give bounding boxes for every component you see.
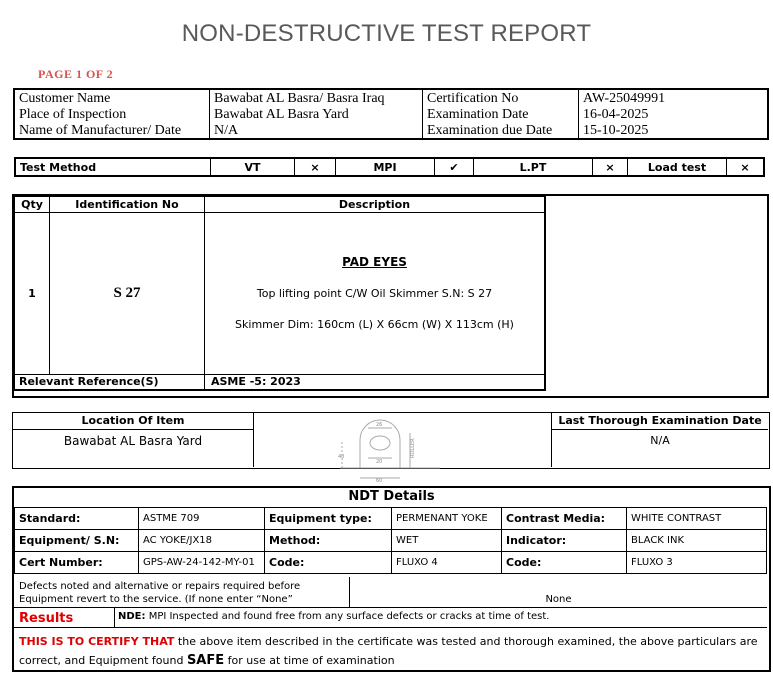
ndt-method-label: Method: — [265, 530, 392, 552]
report-title: NON-DESTRUCTIVE TEST REPORT — [181, 20, 592, 47]
drawing-label-roller: ROLLER — [410, 438, 416, 458]
certify-text: the above item described in the certificate was tested and thorough examined, the above particulars are — [174, 635, 758, 648]
place-label: Place of Inspection — [19, 106, 127, 122]
results-divider — [114, 607, 115, 627]
col-identification: Identification No — [50, 196, 205, 212]
certify-bold: THIS IS TO CERTIFY THAT — [19, 635, 175, 648]
ndt-code-value-2: FLUXO 3 — [627, 552, 767, 574]
ndt-title: NDT Details — [348, 489, 435, 504]
reference-label: Relevant Reference(S) — [14, 374, 205, 390]
ndt-equipment-sn-label: Equipment/ S.N: — [15, 530, 139, 552]
col-description: Description — [205, 196, 546, 212]
page-label: PAGE 1 OF 2 — [38, 67, 114, 81]
last-exam-label: Last Thorough Examination Date — [552, 414, 768, 430]
items-table — [13, 195, 546, 391]
ndt-code-label-2: Code: — [502, 552, 627, 574]
header-table — [13, 88, 769, 140]
ndt-indicator-label: Indicator: — [502, 530, 627, 552]
method-load-mark: × — [727, 158, 765, 176]
method-mpi: MPI — [336, 158, 435, 176]
ndt-equipment-type-value: PERMENANT YOKE — [392, 508, 502, 530]
method-mpi-mark: ✔ — [435, 158, 474, 176]
ndt-equipment-sn-value: AC YOKE/JX18 — [139, 530, 265, 552]
method-lpt: L.PT — [474, 158, 593, 176]
ndt-code-label-1: Code: — [265, 552, 392, 574]
method-load: Load test — [628, 158, 727, 176]
method-vt: VT — [211, 158, 295, 176]
nde-statement — [118, 611, 549, 622]
ndt-equipment-type-label: Equipment type: — [265, 508, 392, 530]
ndt-method-value: WET — [392, 530, 502, 552]
ndt-indicator-value: BLACK INK — [627, 530, 767, 552]
defects-label-line1: Defects noted and alternative or repairs required before — [19, 581, 301, 592]
manufacturer-label: Name of Manufacturer/ Date — [19, 122, 182, 138]
cert-value: AW-25049991 — [579, 89, 769, 106]
col-qty: Qty — [14, 196, 50, 212]
certify-safe: SAFE — [186, 653, 225, 668]
results-line — [14, 627, 767, 628]
place-value: Bawabat AL Basra Yard — [210, 106, 423, 122]
method-lpt-mark: × — [593, 158, 628, 176]
test-method-table — [14, 157, 765, 177]
pad-eye-drawing — [330, 418, 460, 482]
customer-label: Customer Name — [19, 90, 111, 106]
drawing-label-26: 26 — [376, 422, 383, 428]
due-label: Examination due Date — [423, 122, 579, 139]
manufacturer-value: N/A — [210, 122, 423, 139]
nde-label: NDE: — [118, 611, 146, 622]
test-method-label: Test Method — [20, 160, 97, 174]
defects-label-line2: Equipment revert to the service. (If none enter “None” — [19, 594, 293, 605]
defects-value: None — [545, 594, 572, 605]
ndt-table — [14, 507, 767, 574]
drawing-label-20: 20 — [376, 459, 383, 465]
item-desc-line1: Top lifting point C/W Oil Skimmer S.N: S 27 — [256, 286, 493, 300]
reference-value: ASME -5: 2023 — [205, 374, 546, 390]
certify-statement — [19, 632, 764, 670]
ndt-standard-label: Standard: — [15, 508, 139, 530]
item-desc-title: PAD EYES — [342, 254, 407, 269]
last-exam-value: N/A — [650, 434, 670, 447]
due-value: 15-10-2025 — [579, 122, 769, 139]
item-desc-line2: Skimmer Dim: 160cm (L) X 66cm (W) X 113cm (H) — [235, 317, 514, 331]
item-identification: S 27 — [50, 212, 205, 374]
location-value: Bawabat AL Basra Yard — [63, 434, 203, 448]
certify-line2b: for use at time of examination — [224, 654, 395, 667]
exam-date-label: Examination Date — [423, 106, 579, 122]
customer-value: Bawabat AL Basra/ Basra Iraq — [210, 89, 423, 106]
ndt-cert-label: Cert Number: — [15, 552, 139, 574]
location-label: Location Of Item — [13, 414, 253, 430]
results-label: Results — [19, 611, 74, 626]
nde-text: MPI Inspected and found free from any surface defects or cracks at time of test. — [148, 611, 550, 622]
ndt-code-value-1: FLUXO 4 — [392, 552, 502, 574]
ndt-cert-value: GPS-AW-24-142-MY-01 — [139, 552, 265, 574]
ndt-contrast-label: Contrast Media: — [502, 508, 627, 530]
ndt-contrast-value: WHITE CONTRAST — [627, 508, 767, 530]
exam-date-value: 16-04-2025 — [579, 106, 769, 122]
ndt-standard-value: ASTME 709 — [139, 508, 265, 530]
item-qty: 1 — [14, 212, 50, 374]
cert-label: Certification No — [423, 89, 579, 106]
drawing-label-40: 40 — [338, 454, 345, 460]
certify-line2a: correct, and Equipment found — [19, 654, 187, 667]
drawing-label-60: 60 — [376, 478, 383, 482]
defects-label — [19, 580, 300, 606]
method-vt-mark: × — [295, 158, 336, 176]
